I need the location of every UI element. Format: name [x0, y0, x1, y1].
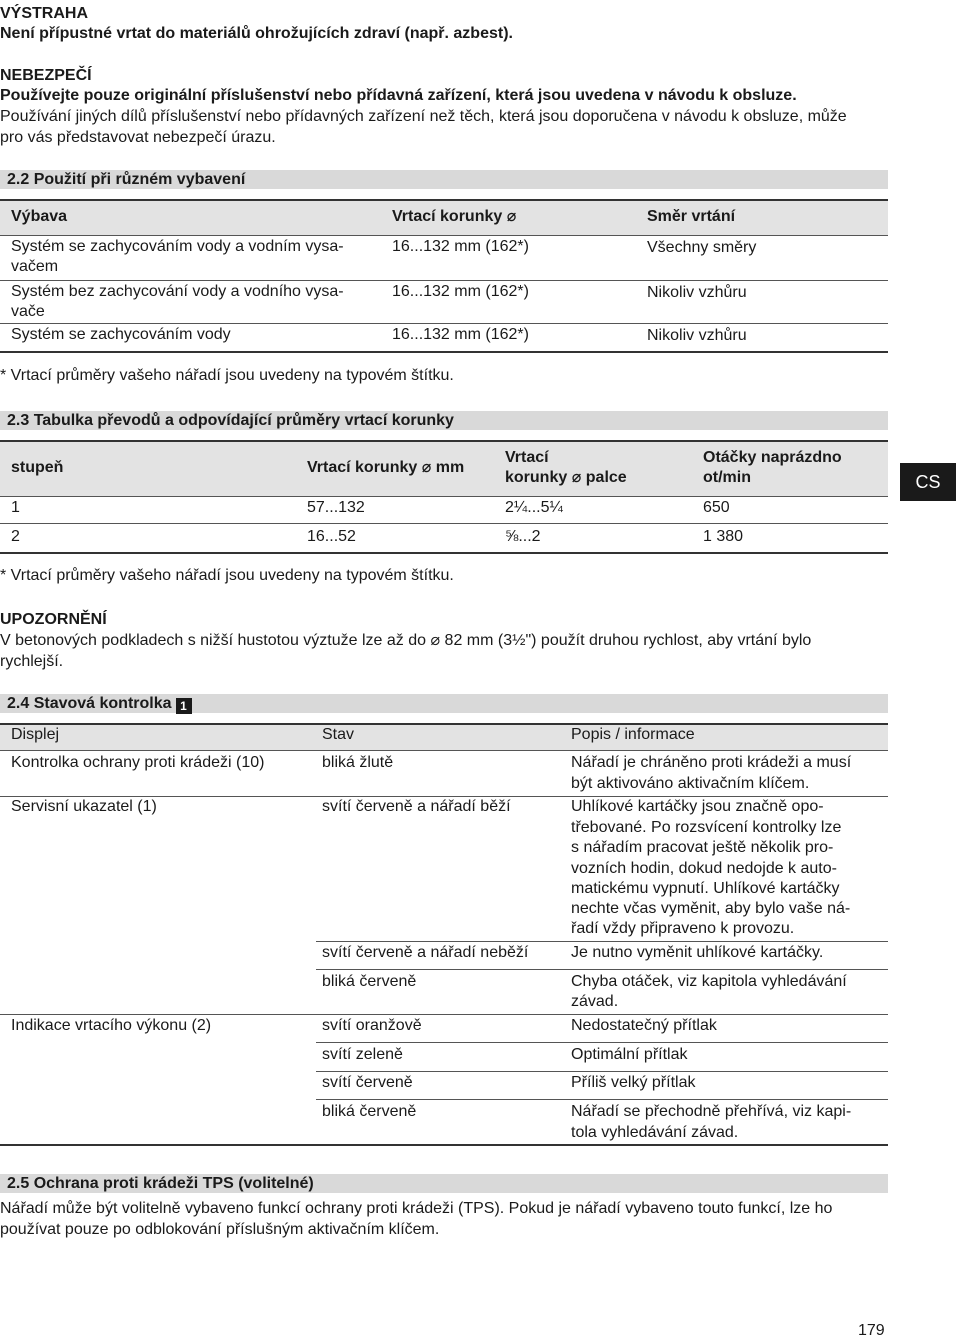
description-line: být aktivováno aktivačním klíčem.	[571, 775, 810, 792]
table-divider	[0, 496, 888, 497]
description-line: Nedostatečný přítlak	[571, 1017, 717, 1034]
state-cell: svítí červeně a nářadí neběží	[322, 944, 529, 961]
footnote-2-2: * Vrtací průměry vašeho nářadí jsou uvedeny na typovém štítku.	[0, 367, 454, 384]
warning-heading: VÝSTRAHA	[0, 5, 89, 22]
description-line: Nářadí je chráněno proti krádeži a musí	[571, 754, 852, 771]
direction-cell: Všechny směry	[647, 239, 757, 256]
tps-text-line-2: používat pouze po odblokování příslušným aktivačním klíčem.	[0, 1221, 440, 1238]
table-divider	[0, 1014, 888, 1015]
equipment-cell-cont: vače	[11, 303, 45, 320]
state-cell: bliká červeně	[322, 1103, 417, 1120]
table-divider	[316, 1071, 888, 1072]
tps-text-line-1: Nářadí může být volitelně vybaveno funkcí ochrany proti krádeži (TPS). Pokud je nářadí vybaveno touto funkcí, lze ho	[0, 1200, 833, 1217]
display-cell: Servisní ukazatel (1)	[11, 798, 157, 815]
notice-text-line-1: V betonových podkladech s nižší hustotou výztuže lze až do ⌀ 82 mm (3½") použít druhou rychlost, aby vrtání bylo	[0, 632, 812, 649]
table-divider	[316, 941, 888, 942]
section-title-text: 2.4 Stavová kontrolka	[7, 695, 172, 712]
bits-inch-cell: 2¼...5¼	[505, 499, 563, 516]
description-line: Chyba otáček, viz kapitola vyhledávání	[571, 973, 847, 990]
danger-bold-line: Používejte pouze originální příslušenství nebo přídavná zařízení, která jsou uvedena v návodu k obsluze.	[0, 87, 797, 104]
danger-text-line-2: pro vás představovat nebezpečí úrazu.	[0, 129, 276, 146]
state-cell: bliká červeně	[322, 973, 417, 990]
notice-text-line-2: rychlejší.	[0, 653, 64, 670]
table-divider	[0, 750, 888, 751]
description-line: Nářadí se přechodně přehřívá, viz kapi-	[571, 1103, 852, 1120]
gear-cell: 2	[11, 528, 20, 545]
state-cell: bliká žlutě	[322, 754, 394, 771]
table-divider	[316, 1099, 888, 1100]
description-line: Je nutno vyměnit uhlíkové kartáčky.	[571, 944, 824, 961]
header-rpm: Otáčky naprázdno	[703, 449, 842, 466]
footnote-2-3: * Vrtací průměry vašeho nářadí jsou uvedeny na typovém štítku.	[0, 567, 454, 584]
equipment-cell: Systém bez zachycování vody a vodního vysa-	[11, 283, 344, 300]
display-cell: Kontrolka ochrany proti krádeži (10)	[11, 754, 265, 771]
description-line: vozních hodin, dokud nedojde k auto-	[571, 860, 837, 877]
description-line: nechte včas vyměnit, aby bylo vaše ná-	[571, 900, 851, 917]
section-title-2-2: 2.2 Použití při různém vybavení	[0, 170, 888, 189]
section-title-2-4	[0, 694, 888, 713]
table-header-band	[0, 723, 888, 750]
danger-text-line-1: Používání jiných dílů příslušenství nebo přídavných zařízení než těch, která jsou doporučena v návodu k obsluze, může	[0, 108, 847, 125]
description-line: Uhlíkové kartáčky jsou značně opo-	[571, 798, 824, 815]
header-bits-inch-cont: korunky ⌀ palce	[505, 469, 627, 486]
description-line: řadí vždy připraveno k provozu.	[571, 920, 795, 937]
header-display: Displej	[11, 726, 60, 743]
description-line: závad.	[571, 993, 619, 1010]
table-divider	[316, 969, 888, 970]
table-divider	[0, 723, 888, 725]
header-gear: stupeň	[11, 459, 64, 476]
table-divider	[0, 351, 888, 353]
state-cell: svítí červeně a nářadí běží	[322, 798, 511, 815]
page-number: 179	[858, 1322, 885, 1339]
table-divider	[0, 235, 888, 236]
header-drill-bits: Vrtací korunky ⌀	[392, 208, 517, 225]
equipment-cell: Systém se zachycováním vody a vodním vysa-	[11, 238, 344, 255]
display-cell: Indikace vrtacího výkonu (2)	[11, 1017, 212, 1034]
table-divider	[0, 523, 888, 524]
description-line: s nářadím pracovat ještě několik pro-	[571, 839, 834, 856]
description-line: matickému vypnutí. Uhlíkové kartáčky	[571, 880, 840, 897]
table-divider	[316, 1042, 888, 1043]
header-bits-mm: Vrtací korunky ⌀ mm	[307, 459, 465, 476]
notice-heading: UPOZORNĚNÍ	[0, 611, 107, 628]
equipment-cell-cont: vačem	[11, 258, 59, 275]
header-bits-inch: Vrtací	[505, 449, 549, 466]
language-tab: CS	[900, 463, 956, 501]
state-cell: svítí červeně	[322, 1074, 413, 1091]
warning-text: Není přípustné vrtat do materiálů ohrožujících zdraví (např. azbest).	[0, 25, 513, 42]
rpm-cell: 1 380	[703, 528, 744, 545]
rpm-cell: 650	[703, 499, 730, 516]
figure-reference-badge: 1	[176, 698, 192, 714]
equipment-cell: Systém se zachycováním vody	[11, 326, 231, 343]
section-title-2-3: 2.3 Tabulka převodů a odpovídající průměry vrtací korunky	[0, 411, 888, 430]
bits-cell: 16...132 mm (162*)	[392, 238, 529, 255]
description-line: tola vyhledávání závad.	[571, 1124, 739, 1141]
bits-cell: 16...132 mm (162*)	[392, 283, 529, 300]
description-line: třebované. Po rozsvícení kontrolky lze	[571, 819, 842, 836]
direction-cell: Nikoliv vzhůru	[647, 327, 747, 344]
bits-mm-cell: 57...132	[307, 499, 365, 516]
table-divider	[0, 323, 888, 324]
header-direction: Směr vrtání	[647, 208, 736, 225]
table-divider	[0, 199, 888, 201]
header-equipment: Výbava	[11, 208, 68, 225]
header-state: Stav	[322, 726, 355, 743]
table-divider	[0, 280, 888, 281]
gear-cell: 1	[11, 499, 20, 516]
direction-cell: Nikoliv vzhůru	[647, 284, 747, 301]
table-divider	[0, 440, 888, 442]
bits-inch-cell: ⅝...2	[505, 528, 541, 545]
header-rpm-unit: ot/min	[703, 469, 751, 486]
danger-heading: NEBEZPEČÍ	[0, 67, 92, 84]
description-line: Optimální přítlak	[571, 1046, 688, 1063]
description-line: Příliš velký přítlak	[571, 1074, 696, 1091]
header-description: Popis / informace	[571, 726, 695, 743]
table-divider	[0, 552, 888, 554]
table-divider	[0, 1144, 888, 1146]
bits-cell: 16...132 mm (162*)	[392, 326, 529, 343]
state-cell: svítí zeleně	[322, 1046, 403, 1063]
state-cell: svítí oranžově	[322, 1017, 422, 1034]
section-title-2-5: 2.5 Ochrana proti krádeži TPS (volitelné)	[0, 1174, 888, 1193]
bits-mm-cell: 16...52	[307, 528, 356, 545]
